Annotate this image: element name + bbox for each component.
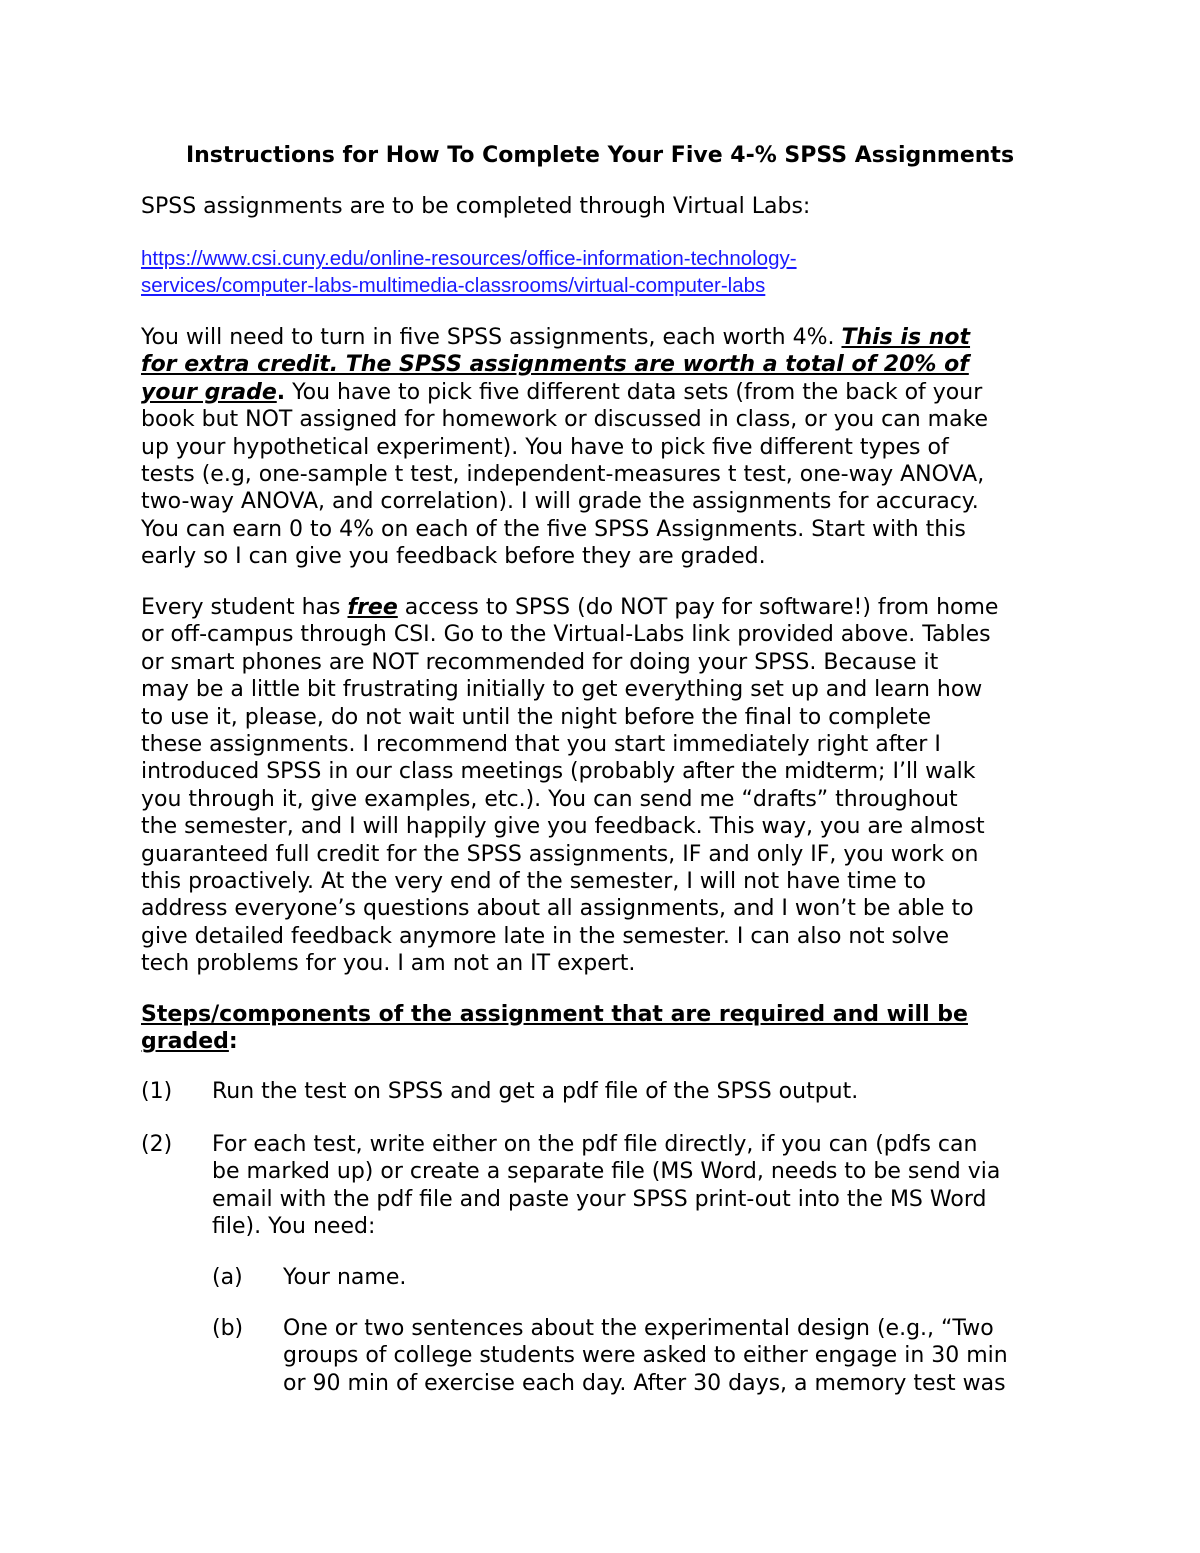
para1-line-5: up your hypothetical experiment). You have to pick five different types of bbox=[141, 434, 949, 460]
para1-line-4: book but NOT assigned for homework or discussed in class, or you can make bbox=[141, 407, 989, 433]
step-text: Run the test on SPSS and get a pdf file of the SPSS output. bbox=[212, 1079, 859, 1104]
emphasis-your-grade: your grade bbox=[141, 379, 277, 405]
para1-line-1: You will need to turn in five SPSS assignments, each worth 4%. This is not bbox=[141, 325, 971, 350]
intro-line: SPSS assignments are to be completed through Virtual Labs: bbox=[141, 194, 811, 219]
link-line-1[interactable]: https://www.csi.cuny.edu/online-resources/office-information-technology- bbox=[141, 247, 797, 270]
para1-line-8: You can earn 0 to 4% on each of the five SPSS Assignments. Start with this bbox=[141, 516, 966, 542]
para2-line-4: may be a little bit frustrating initially to get everything set up and learn how bbox=[141, 677, 983, 703]
para1-line-3: your grade. You have to pick five different data sets (from the back of your bbox=[141, 379, 983, 405]
paragraph-requirements bbox=[141, 324, 1081, 571]
para2-line-1: Every student has free access to SPSS (do NOT pay for software!) from home bbox=[141, 595, 999, 620]
substep-number: (b) bbox=[212, 1316, 244, 1341]
para2-line-9: the semester, and I will happily give you feedback. This way, you are almost bbox=[141, 814, 985, 840]
substep-text: Your name. bbox=[283, 1265, 407, 1290]
para2-line-10: guaranteed full credit for the SPSS assignments, IF and only IF, you work on bbox=[141, 841, 979, 867]
emphasis-not-extra-credit: This is not bbox=[841, 325, 971, 350]
para2-line-12: address everyone’s questions about all assignments, and I won’t be able to bbox=[141, 896, 974, 922]
para1-line-6: tests (e.g, one-sample t test, independent-measures t test, one-way ANOVA, bbox=[141, 462, 985, 488]
para2-line-13: give detailed feedback anymore late in the semester. I can also not solve bbox=[141, 923, 950, 949]
para2-line-14: tech problems for you. I am not an IT expert. bbox=[141, 951, 636, 977]
steps-heading bbox=[141, 1001, 1081, 1056]
step-text: For each test, write either on the pdf file directly, if you can (pdfs can be marked up) or create a separate file (MS Word, needs to be send via email with the pdf file and paste your SPSS print-out into the MS Word file). You need: bbox=[212, 1132, 1001, 1240]
para1-line-9: early so I can give you feedback before they are graded. bbox=[141, 544, 766, 570]
link-line-2[interactable]: services/computer-labs-multimedia-classrooms/virtual-computer-labs bbox=[141, 274, 766, 297]
intro-text bbox=[141, 193, 1081, 220]
step-number: (2) bbox=[141, 1132, 173, 1157]
para2-line-8: you through it, give examples, etc.). You can send me “drafts” throughout bbox=[141, 786, 958, 812]
para1-line-7: two-way ANOVA, and correlation). I will grade the assignments for accuracy. bbox=[141, 489, 979, 515]
para2-line-3: or smart phones are NOT recommended for doing your SPSS. Because it bbox=[141, 649, 939, 675]
document-title: Instructions for How To Complete Your Five 4-% SPSS Assignments bbox=[185, 143, 1015, 168]
substep-number: (a) bbox=[212, 1265, 243, 1290]
substep-text: One or two sentences about the experimental design (e.g., “Two groups of college students were asked to either engage in 30 min or 90 min of exercise each day. After 30 days, a memory test was bbox=[283, 1316, 1008, 1396]
paragraph-access bbox=[141, 594, 1081, 978]
step-number: (1) bbox=[141, 1079, 173, 1104]
virtual-labs-link[interactable] bbox=[141, 245, 797, 299]
emphasis-free: free bbox=[347, 595, 398, 620]
steps-heading-line-1: Steps/components of the assignment that are required and will be bbox=[141, 1002, 968, 1027]
para2-line-7: introduced SPSS in our class meetings (probably after the midterm; I’ll walk bbox=[141, 759, 976, 785]
para2-line-5: to use it, please, do not wait until the night before the final to complete bbox=[141, 704, 931, 730]
para2-line-6: these assignments. I recommend that you start immediately right after I bbox=[141, 732, 941, 758]
para2-line-11: this proactively. At the very end of the semester, I will not have time to bbox=[141, 869, 926, 895]
steps-heading-line-2: graded: bbox=[141, 1029, 238, 1055]
para2-line-2: or off-campus through CSI. Go to the Virtual-Labs link provided above. Tables bbox=[141, 622, 991, 648]
para1-line-2: for extra credit. The SPSS assignments are worth a total of 20% of bbox=[141, 352, 969, 378]
